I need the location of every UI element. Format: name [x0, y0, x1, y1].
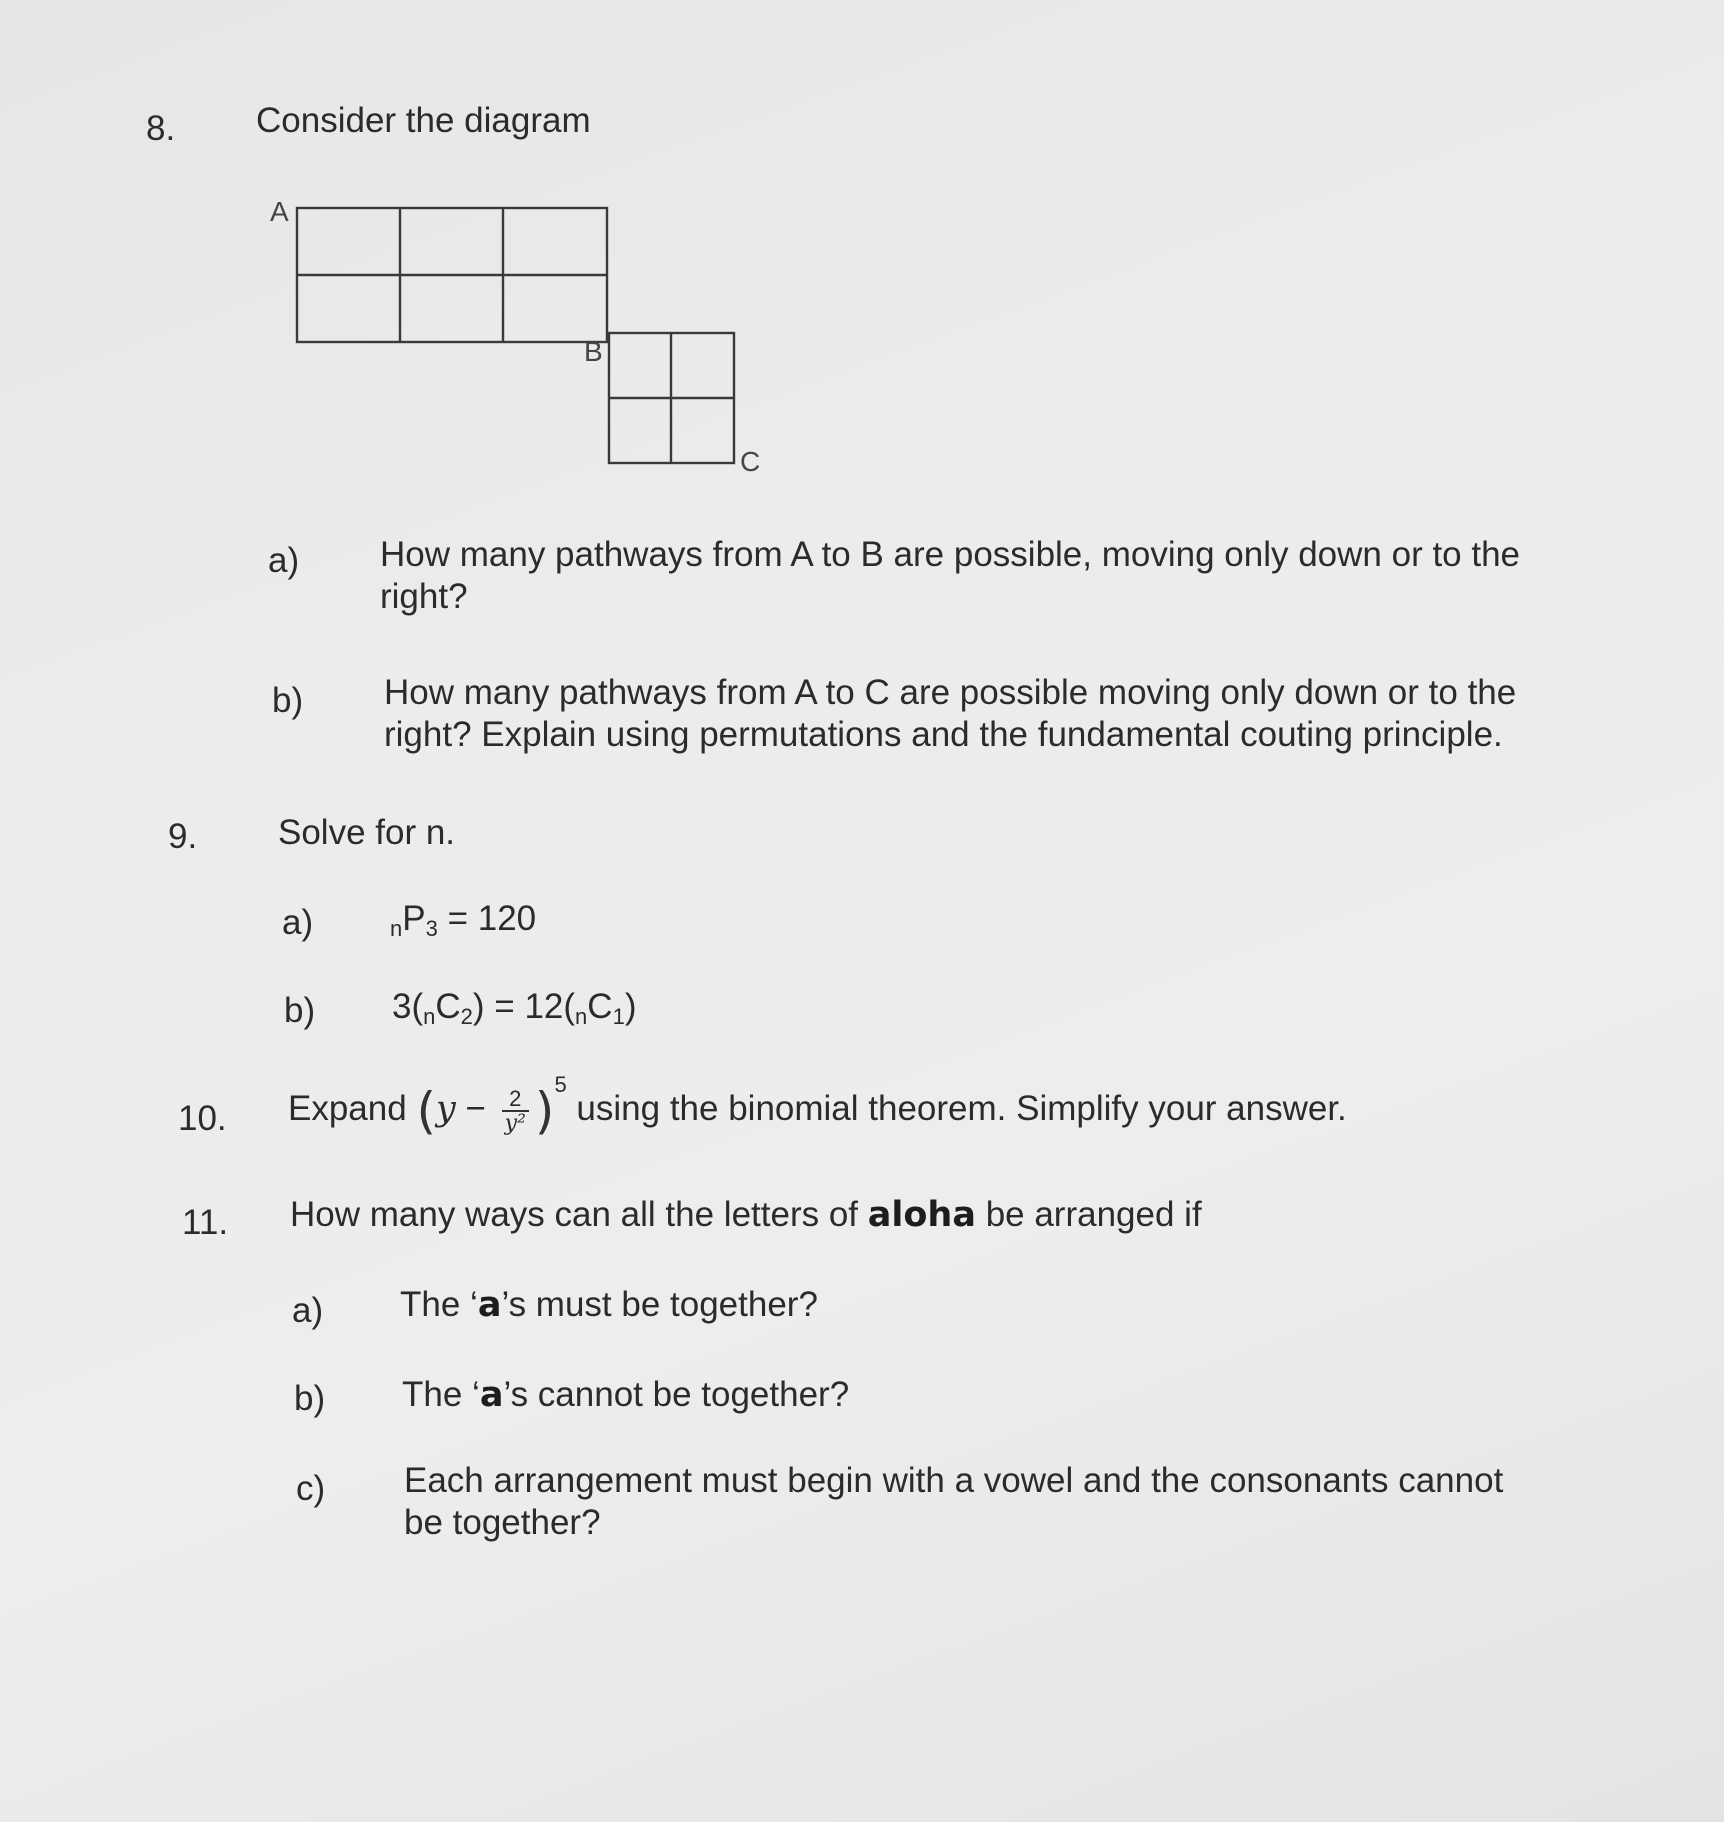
q11-number: 11.: [182, 1203, 229, 1242]
q11a-label: a): [292, 1291, 324, 1330]
q11-prompt: How many ways can all the letters of aloha be arranged if: [290, 1195, 1202, 1235]
q11a-text: The ‘a’s must be together?: [400, 1285, 818, 1325]
q8b-text: How many pathways from A to C are possible moving only down or to the right? Explain using permutations and the fundamental couting principle.: [384, 673, 1517, 754]
q11b-label: b): [294, 1379, 326, 1418]
q8a-label: a): [268, 541, 300, 580]
q9-number: 9.: [168, 817, 198, 856]
q9b-label: b): [284, 991, 316, 1030]
q9a-equation: $_nP_3 = 120$: [390, 899, 537, 941]
q11c-text: Each arrangement must begin with a vowel and the consonants cannot be together?: [404, 1461, 1504, 1542]
q11-word: aloha: [867, 1195, 976, 1235]
label-b: B: [584, 336, 603, 367]
q10-fraction: $\frac{2}{\text{y²}}$: [502, 1087, 529, 1135]
q8a-text: How many pathways from A to B are possible, moving only down or to the right?: [380, 535, 1521, 616]
q9a-label: a): [282, 903, 314, 942]
q10-text: Expand (y − $\frac{2}{\text{y²}}$ )$^5$ using the binomial theorem. Simplify your answer.: [288, 1072, 1347, 1140]
q10-number: 10.: [178, 1099, 227, 1138]
q8b-label: b): [272, 681, 304, 720]
q11c-label: c): [296, 1469, 326, 1508]
q8-prompt: Consider the diagram: [256, 101, 591, 140]
label-c: C: [740, 446, 761, 477]
q9-prompt: Solve for n.: [278, 813, 456, 852]
label-a: A: [270, 196, 289, 227]
q9b-equation: $3(_nC_2) = 12(_nC_1)$: [392, 987, 637, 1029]
q11b-text: The ‘a’s cannot be together?: [402, 1375, 850, 1415]
q8-number: 8.: [146, 109, 176, 148]
